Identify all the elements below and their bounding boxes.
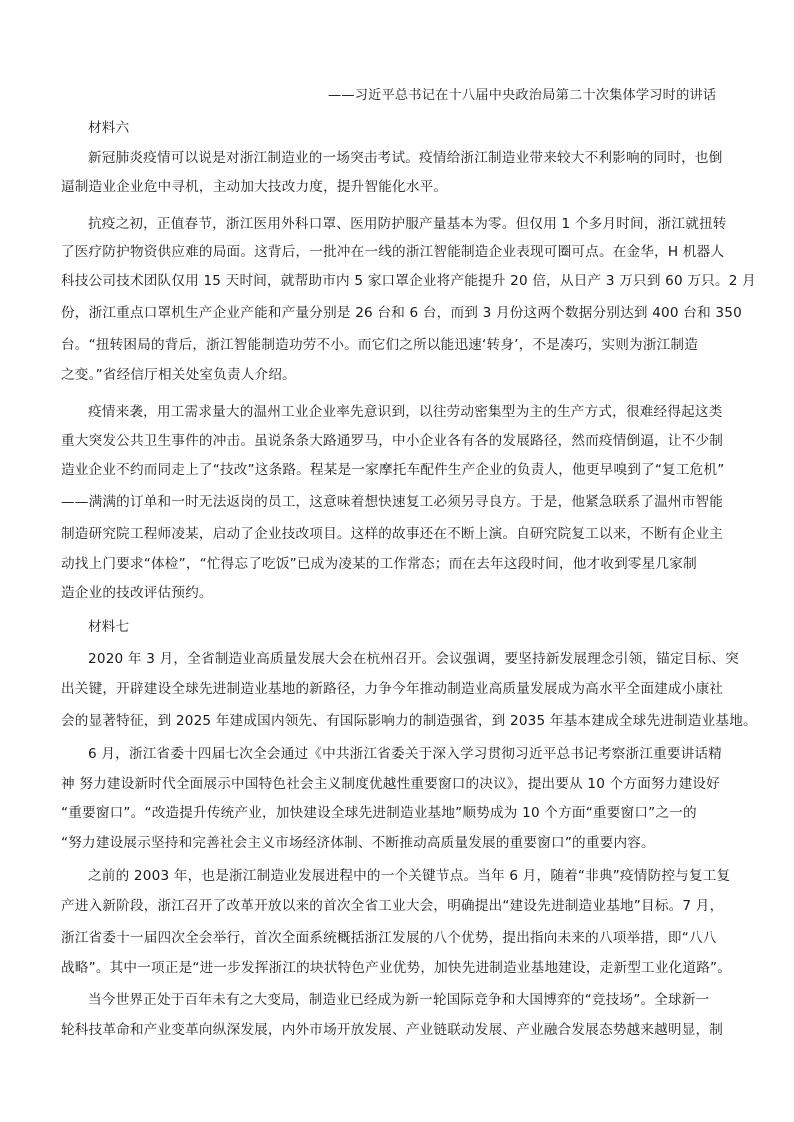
section-heading-material-7: 材料七 — [88, 619, 130, 635]
paragraph-line: “重要窗口”。“改造提升传统产业，加快建设全球先进制造业基地”顺势成为 10 个方面“重要窗口”之一的 — [61, 805, 697, 821]
paragraph-line: 2020 年 3 月，全省制造业高质量发展大会在杭州召开。会议强调，要坚持新发展理念引领，锚定目标、突 — [88, 651, 739, 667]
paragraph-line: 当今世界正处于百年未有之大变局，制造业已经成为新一轮国际竞争和大国博弈的“竞技场”。全球新一 — [88, 992, 710, 1008]
paragraph-line: 了医疗防护物资供应难的局面。这背后，一批冲在一线的浙江智能制造企业表现可圈可点。在金华，H 机器人 — [61, 244, 725, 260]
paragraph-line: 重大突发公共卫生事件的冲击。虽说条条大路通罗马，中小企业各有各的发展路径，然而疫情倒逼，让不少制 — [61, 433, 724, 449]
paragraph-line: 会的显著特征，到 2025 年建成国内领先、有国际影响力的制造强省，到 2035 年基本建成全球先进制造业基地。 — [61, 713, 757, 729]
section-heading-material-6: 材料六 — [88, 120, 130, 136]
paragraph-line: 轮科技革命和产业变革向纵深发展，内外市场开放发展、产业链联动发展、产业融合发展态势越来越明显，制 — [61, 1022, 724, 1038]
paragraph-line: 之前的 2003 年，也是浙江制造业发展进程中的一个关键节点。当年 6 月，随着“非典”疫情防控与复工复 — [88, 868, 731, 884]
paragraph-line: 抗疫之初，正值春节，浙江医用外科口罩、医用防护服产量基本为零。但仅用 1 个多月时间，浙江就扭转 — [88, 216, 727, 232]
paragraph-line: 新冠肺炎疫情可以说是对浙江制造业的一场突击考试。疫情给浙江制造业带来较大不利影响的同时，也倒 — [88, 150, 723, 166]
paragraph-line: 制造研究院工程师凌某，启动了企业技改项目。这样的故事还在不断上演。自研究院复工以来，不断有企业主 — [61, 526, 724, 542]
paragraph-line: 神 努力建设新时代全面展示中国特色社会主义制度优越性重要窗口的决议》，提出要从 10 个方面努力建设好 — [61, 776, 720, 792]
paragraph-line: 出关键，开辟建设全球先进制造业基地的新路径，力争今年推动制造业高质量发展成为高水平全面建成小康社 — [61, 681, 724, 697]
paragraph-line: 产进入新阶段，浙江召开了改革开放以来的首次全省工业大会，明确提出“建设先进制造业基地”目标。7 月， — [61, 898, 724, 914]
paragraph-line: 造企业的技改评估预约。 — [61, 585, 213, 601]
paragraph-line: ——满满的订单和一时无法返岗的员工，这意味着想快速复工必须另寻良方。于是，他紧急联系了温州市智能 — [61, 494, 724, 510]
paragraph-line: 动找上门要求“体检”，“忙得忘了吃饭”已成为凌某的工作常态；而在去年这段时间，他才收到零星几家制 — [61, 556, 697, 572]
paragraph-line: 逼制造业企业危中寻机，主动加大技改力度，提升智能化水平。 — [61, 179, 448, 195]
paragraph-line: 疫情来袭，用工需求量大的温州工业企业率先意识到，以往劳动密集型为主的生产方式，很难经得起这类 — [88, 404, 723, 420]
paragraph-line: 战略”。其中一项正是“进一步发挥浙江的块状特色产业优势，加快先进制造业基地建设，走新型工业化道路”。 — [61, 960, 732, 976]
paragraph-line: 科技公司技术团队仅用 15 天时间，就帮助市内 5 家口罩企业将产能提升 20 倍，从日产 3 万只到 60 万只。2 月 — [61, 273, 756, 289]
paragraph-line: 造业企业不约而同走上了“技改”这条路。程某是一家摩托车配件生产企业的负责人，他更早嗅到了“复工危机” — [61, 462, 725, 478]
paragraph-line: “努力建设展示坚持和完善社会主义市场经济体制、不断推动高质量发展的重要窗口”的重要内容。 — [61, 835, 655, 851]
paragraph-line: 之变。”省经信厅相关处室负责人介绍。 — [61, 367, 296, 383]
paragraph-line: 份，浙江重点口罩机生产企业产能和产量分别是 26 台和 6 台，而到 3 月份这两个数据分别达到 400 台和 350 — [61, 305, 742, 321]
paragraph-line: 浙江省委十一届四次全会举行，首次全面系统概括浙江发展的八个优势，提出指向未来的八项举措，即“八八 — [61, 930, 717, 946]
paragraph-line: 6 月，浙江省委十四届七次全会通过《中共浙江省委关于深入学习贯彻习近平总书记考察浙江重要讲话精 — [88, 746, 723, 762]
paragraph-line: 台。“扭转困局的背后，浙江智能制造功劳不小。而它们之所以能迅速‘转身’，不是凑巧，实则为浙江制造 — [61, 337, 698, 353]
quote-attribution: ——习近平总书记在十八届中央政治局第二十次集体学习时的讲话 — [328, 88, 717, 103]
